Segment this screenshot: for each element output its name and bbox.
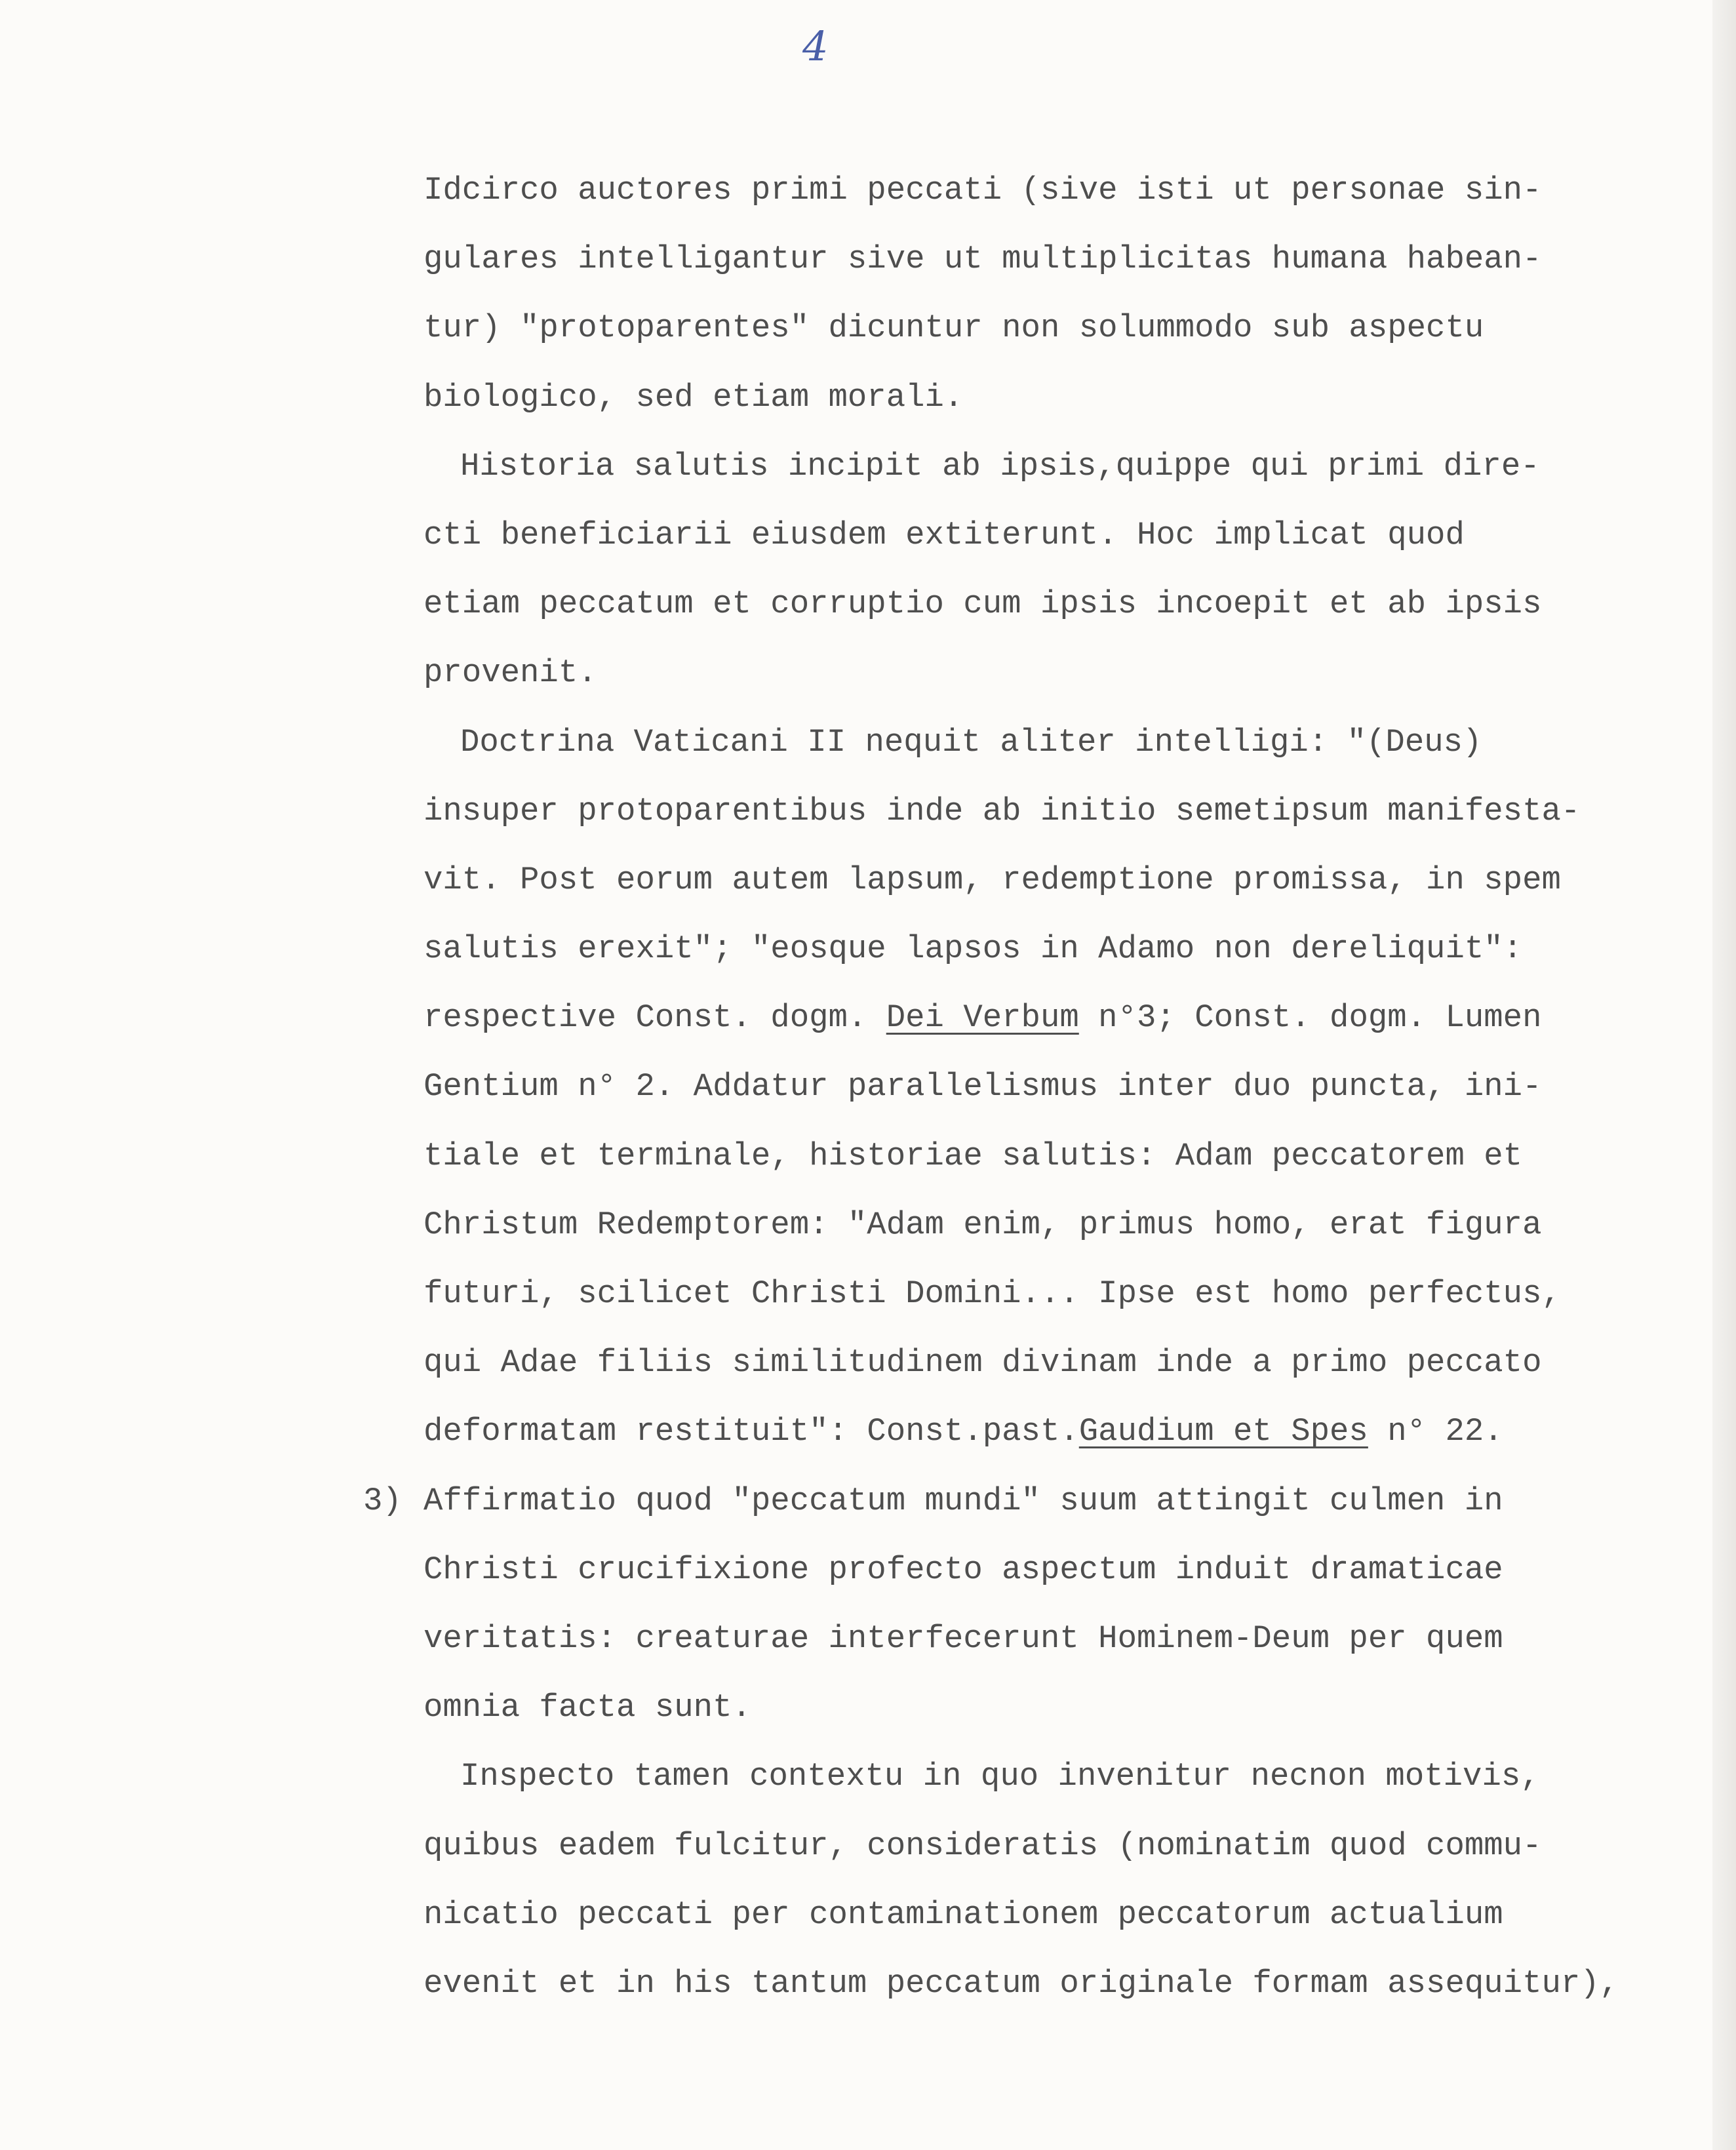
text-line: Gentium n° 2. Addatur parallelismus inter duo puncta, ini-	[424, 1068, 1542, 1105]
text-line: evenit et in his tantum peccatum originale formam assequitur),	[424, 1964, 1619, 2002]
citation-gaudium-et-spes: Gaudium et Spes	[1078, 1413, 1368, 1450]
text-line: tiale et terminale, historiae salutis: Adam peccatorem et	[424, 1137, 1523, 1174]
text-line: insuper protoparentibus inde ab initio semetipsum manifesta-	[424, 792, 1581, 829]
paragraph-3	[424, 708, 1656, 1467]
text-line: quibus eadem fulcitur, consideratis (nominatim quod commu-	[424, 1827, 1542, 1864]
text-segment: n° 22.	[1368, 1413, 1503, 1450]
text-segment: Affirmatio quod "peccatum mundi" suum attingit culmen in	[424, 1482, 1503, 1519]
text-line	[363, 1467, 1656, 1536]
text-line: vit. Post eorum autem lapsum, redemptione promissa, in spem	[424, 861, 1561, 898]
text-line: veritatis: creaturae interfecerunt Hominem-Deum per quem	[424, 1620, 1503, 1657]
page-number: 4	[802, 22, 829, 70]
text-line: salutis erexit"; "eosque lapsos in Adamo non dereliquit":	[424, 930, 1523, 968]
text-line: cti beneficiarii eiusdem extiterunt. Hoc implicat quod	[424, 516, 1465, 553]
paragraph-1	[424, 156, 1656, 432]
paragraph-5	[424, 1742, 1656, 2018]
text-line: etiam peccatum et corruptio cum ipsis incoepit et ab ipsis	[424, 586, 1542, 623]
text-line	[424, 1397, 1656, 1466]
text-line: Doctrina Vaticani II nequit aliter intelligi: "(Deus)	[460, 723, 1482, 761]
paragraph-2	[424, 432, 1656, 708]
text-line: tur) "protoparentes" dicuntur non solummodo sub aspectu	[424, 309, 1484, 347]
page-edge	[1712, 0, 1736, 2150]
text-segment: respective Const. dogm.	[424, 999, 886, 1037]
text-line: Idcirco auctores primi peccati (sive isti ut personae sin-	[424, 172, 1542, 209]
text-line: Inspecto tamen contextu in quo invenitur necnon motivis,	[460, 1758, 1540, 1795]
text-line: biologico, sed etiam morali.	[424, 378, 964, 416]
list-marker: 3)	[363, 1482, 402, 1519]
text-line: provenit.	[424, 654, 597, 692]
paragraph-4	[363, 1467, 1656, 1743]
text-segment: deformatam restituit": Const.past.	[424, 1413, 1079, 1450]
text-line	[424, 984, 1656, 1052]
text-line: omnia facta sunt.	[424, 1689, 751, 1726]
text-line: futuri, scilicet Christi Domini... Ipse est homo perfectus,	[424, 1275, 1561, 1312]
text-line: Christi crucifixione profecto aspectum induit dramaticae	[424, 1551, 1503, 1588]
text-line: Historia salutis incipit ab ipsis,quippe qui primi dire-	[460, 447, 1540, 485]
text-line: nicatio peccati per contaminationem peccatorum actualium	[424, 1896, 1503, 1933]
text-segment: n°3; Const. dogm. Lumen	[1078, 999, 1542, 1037]
typed-text-body	[363, 156, 1656, 2018]
citation-dei-verbum: Dei Verbum	[886, 999, 1079, 1037]
text-line: Christum Redemptorem: "Adam enim, primus homo, erat figura	[424, 1206, 1542, 1243]
text-line: qui Adae filiis similitudinem divinam inde a primo peccato	[424, 1344, 1542, 1382]
text-line: gulares intelligantur sive ut multiplicitas humana habean-	[424, 241, 1542, 278]
